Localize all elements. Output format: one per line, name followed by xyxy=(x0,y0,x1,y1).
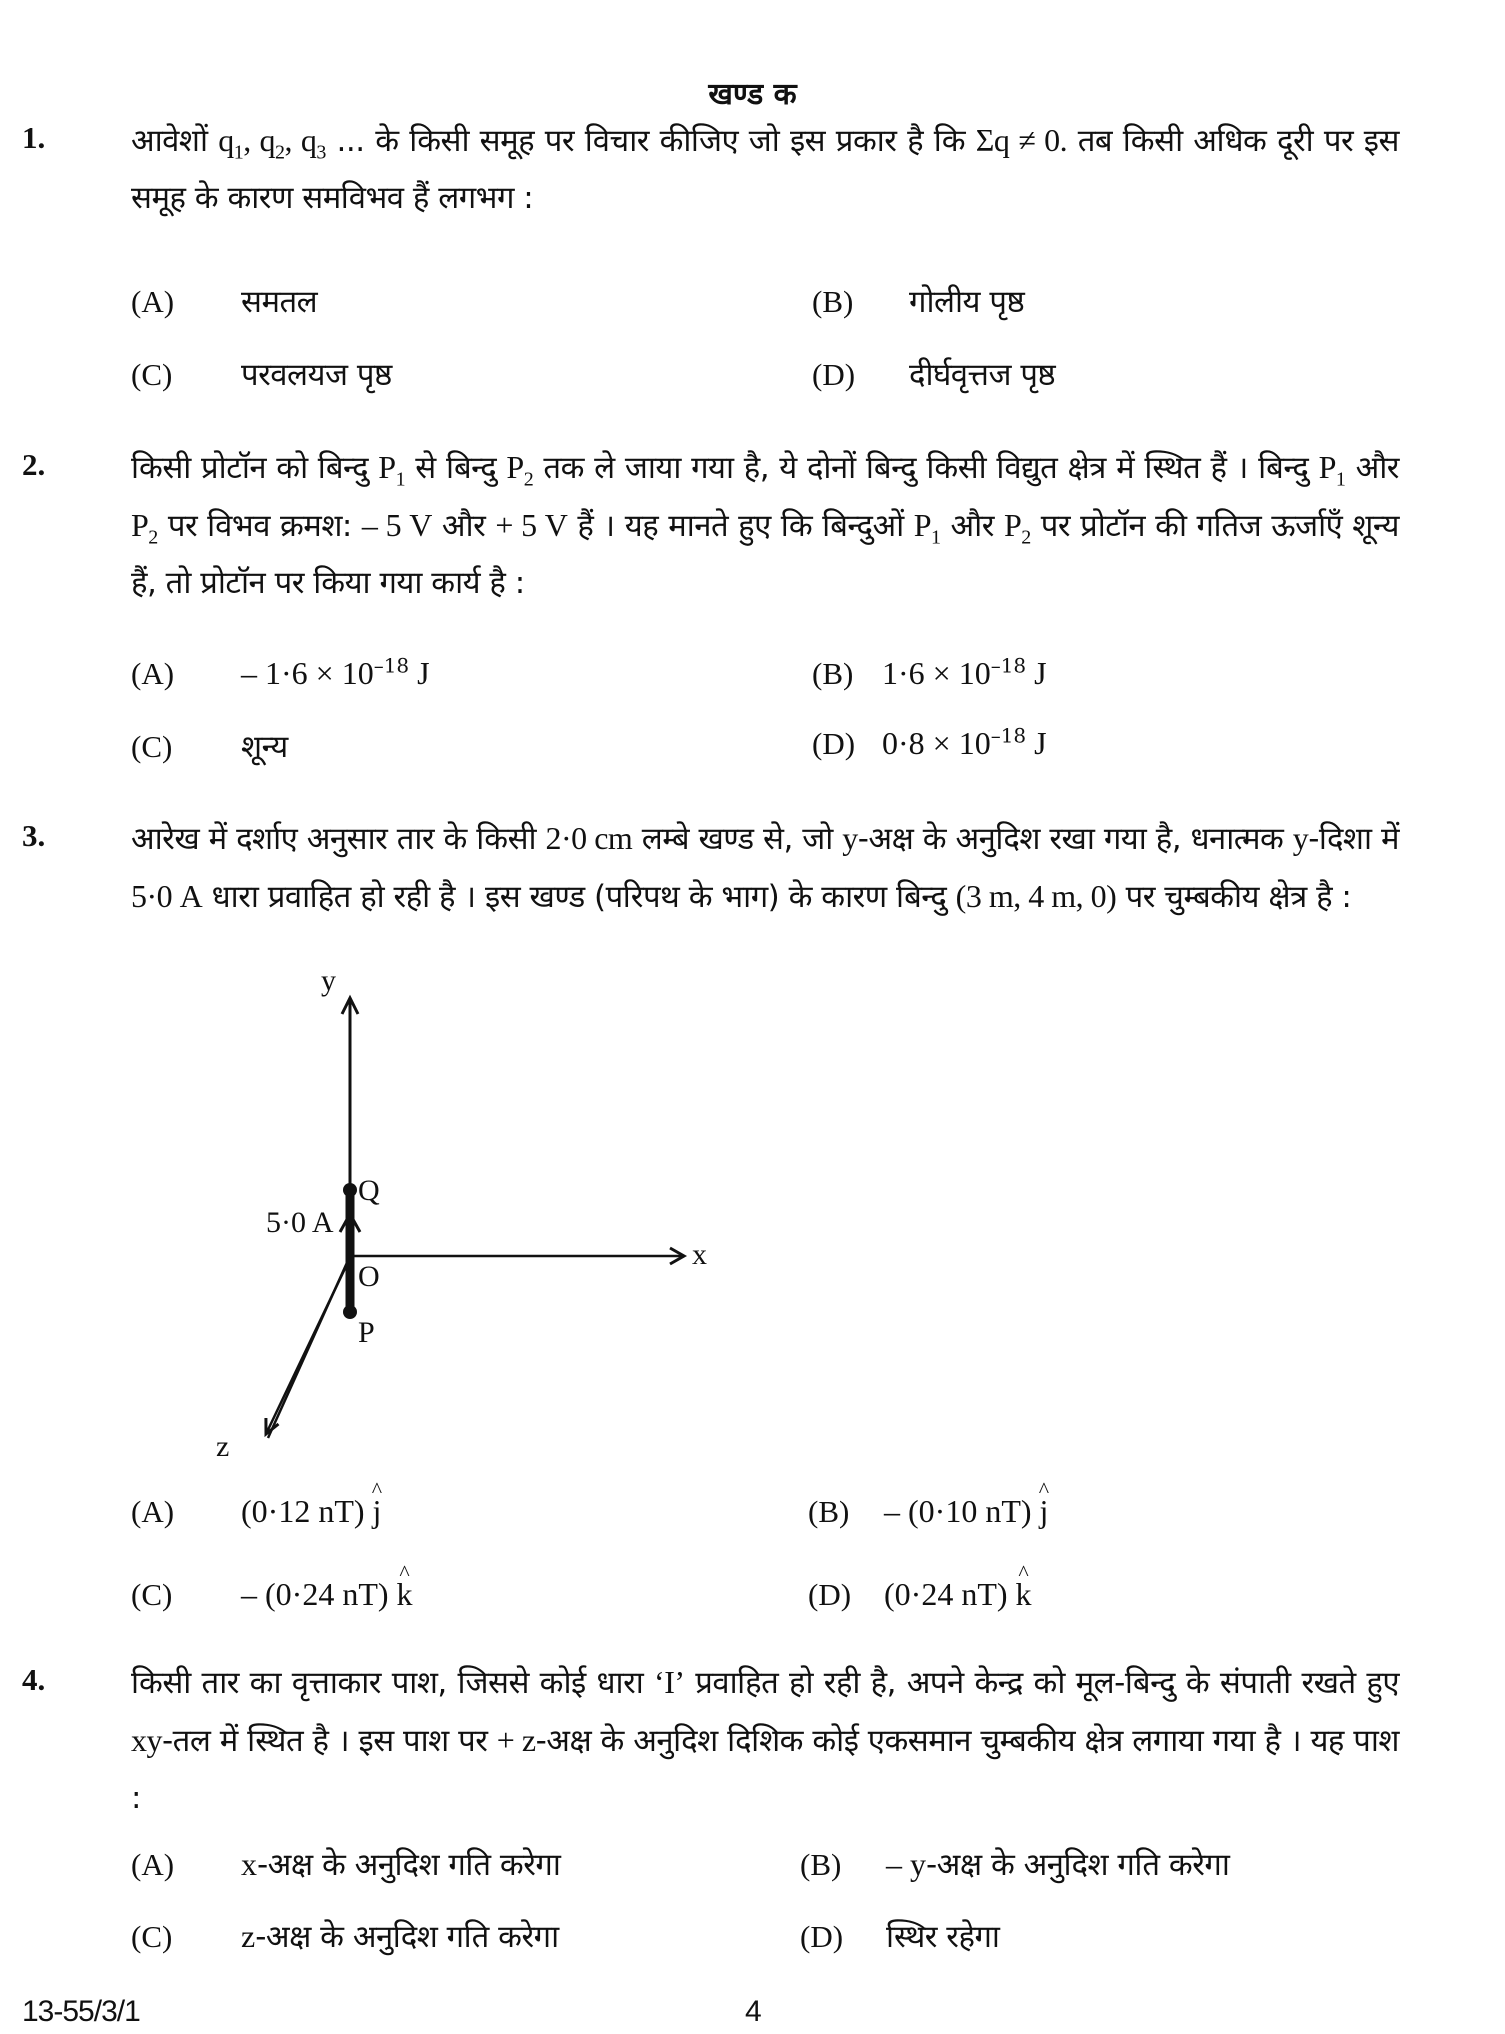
question-3-option-a[interactable]: (A) (0·12 nT) ^ j xyxy=(131,1493,381,1530)
question-4-option-b[interactable]: (B) – y-अक्ष के अनुदिश गति करेगा xyxy=(800,1846,1230,1883)
question-1-option-c[interactable]: (C) परवलयज पृष्ठ xyxy=(131,357,392,393)
question-3-number: 3. xyxy=(22,818,46,853)
question-2-option-a[interactable]: $(A) - 1\cdot 6 \times 10^{-18}$ J xyxy=(131,653,430,691)
question-2-option-c[interactable]: (C) शून्य xyxy=(131,729,288,765)
question-1-option-b[interactable]: (B) गोलीय पृष्ठ xyxy=(812,284,1025,320)
question-4-option-a[interactable]: (A) x-अक्ष के अनुदिश गति करेगा xyxy=(131,1846,561,1883)
question-2-option-d[interactable]: (D) $0\cdot 8 \times 10^{-18}$ J xyxy=(812,723,1047,761)
unit-vector-k-hat: ^ k xyxy=(397,1576,413,1613)
point-q-label: Q xyxy=(358,1174,380,1207)
question-3-text: आरेख में दर्शाए अनुसार तार के किसी 2·0 cm लम्बे खण्ड से, जो y-अक्ष के अनुदिश रखा गया है, धनात्मक y-दिशा में 5·0 A धारा प्रवाहित हो रही है । इस खण्ड (परिपथ के भाग) के कारण बिन्दु (3 m, 4 m, 0) पर चुम्बकीय क्षेत्र है : xyxy=(131,820,1399,915)
question-1-text: आवेशों $q_1$, $q_2$, $q_3$ ... के किसी समूह पर विचार कीजिए जो इस प्रकार है कि Σq ≠ 0. तब किसी अधिक दूरी पर इस समूह के कारण समविभव हैं लगभग : xyxy=(131,122,1399,216)
question-1-option-a[interactable]: (A) समतल xyxy=(131,284,318,320)
question-3-option-d[interactable]: (D) (0·24 nT) ^ k xyxy=(808,1576,1032,1613)
unit-vector-k-hat: ^ k xyxy=(1016,1576,1032,1613)
question-4-text: किसी तार का वृत्ताकार पाश, जिससे कोई धारा ‘I’ प्रवाहित हो रही है, अपने केन्द्र को मूल-बिन्दु के संपाती रखते हुए xy-तल में स्थित है । इस पाश पर + z-अक्ष के अनुदिश दिशिक कोई एकसमान चुम्बकीय क्षेत्र लगाया गया है । यह पाश : xyxy=(131,1664,1400,1816)
unit-vector-j-hat: ^ j xyxy=(373,1493,382,1530)
question-4-option-c[interactable]: (C) z-अक्ष के अनुदिश गति करेगा xyxy=(131,1918,559,1955)
page-number: 4 xyxy=(745,1995,762,2028)
point-p-label: P xyxy=(358,1316,375,1349)
unit-vector-j-hat: ^ j xyxy=(1040,1493,1049,1530)
question-3-option-c[interactable]: (C) – (0·24 nT) ^ k xyxy=(131,1576,413,1613)
question-2-text: किसी प्रोटॉन को बिन्दु $P_1$ से बिन्दु $P_2$ तक ले जाया गया है, ये दोनों बिन्दु किसी विद्युत क्षेत्र में स्थित हैं । बिन्दु $P_1$ और $P_2$ पर विभव क्रमश: – 5 V और + 5 V हैं । यह मानते हुए कि बिन्दुओं $P_1$ और $P_2$ पर प्रोटॉन की गतिज ऊर्जाएँ शून्य हैं, तो प्रोटॉन पर किया गया कार्य है : xyxy=(131,449,1399,601)
origin-label: O xyxy=(358,1260,380,1293)
x-axis-label: x xyxy=(692,1238,707,1271)
current-label: 5·0 A xyxy=(266,1206,334,1239)
question-4-number: 4. xyxy=(22,1662,46,1697)
question-1-number: 1. xyxy=(22,120,46,155)
question-2-number: 2. xyxy=(22,447,46,482)
paper-code: 13-55/3/1 xyxy=(22,1995,140,2028)
coordinate-axes-diagram xyxy=(216,964,790,1470)
question-4-option-d[interactable]: (D) स्थिर रहेगा xyxy=(800,1919,1000,1955)
z-axis-label: z xyxy=(216,1430,230,1463)
question-3-option-b[interactable]: (B) – (0·10 nT) ^ j xyxy=(808,1493,1048,1530)
section-title: खण्ड क xyxy=(708,77,797,112)
y-axis-label: y xyxy=(321,964,336,997)
question-2-option-b[interactable]: (B) $1\cdot 6 \times 10^{-18}$ J xyxy=(812,653,1047,691)
question-1-option-d[interactable]: (D) दीर्घवृत्तज पृष्ठ xyxy=(812,357,1056,393)
